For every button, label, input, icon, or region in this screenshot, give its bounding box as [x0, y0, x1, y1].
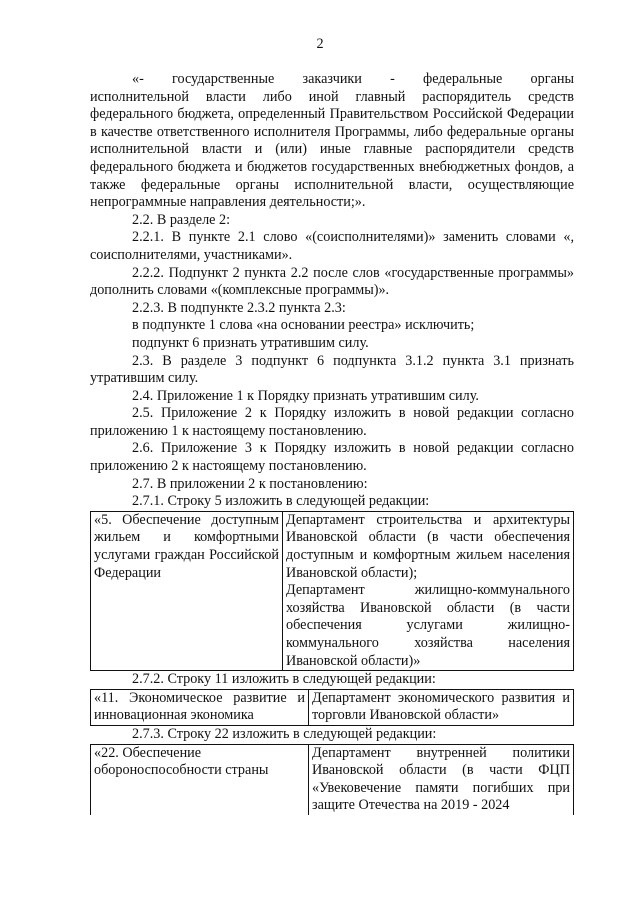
item-2-4: 2.4. Приложение 1 к Порядку признать утратившим силу.	[132, 387, 479, 404]
table-row	[91, 744, 574, 815]
table-row	[91, 689, 574, 725]
row22-program-name: «22. Обеспечение обороноспособности страны	[94, 744, 269, 779]
item-2-3: 2.3. В разделе 3 подпункт 6 подпункта 3.1.2 пункта 3.1 признать утратившим силу.	[90, 352, 574, 387]
item-2-7: 2.7. В приложении 2 к постановлению:	[132, 475, 368, 492]
row11-program-name: «11. Экономическое развитие и инновационная экономика	[94, 689, 305, 724]
item-2-6: 2.6. Приложение 3 к Порядку изложить в новой редакции согласно приложению 2 к настоящему постановлению.	[90, 440, 574, 475]
table-cell-executor	[283, 511, 574, 670]
item-2-2: 2.2. В разделе 2:	[132, 211, 231, 228]
item-2-7-1: 2.7.1. Строку 5 изложить в следующей редакции:	[132, 493, 430, 510]
table-row-5	[90, 511, 574, 671]
table-cell-program	[91, 744, 309, 815]
intro-paragraph-first-line: «- государственные заказчики - федеральные органы	[132, 71, 574, 87]
row5-executor-2: Департамент жилищно-коммунального хозяйства Ивановской области (в части обеспечения услугами жилищно-коммунального хозяйства населения Ивановской области)»	[286, 582, 570, 669]
table-cell-program	[91, 511, 283, 670]
row5-executor-1: Департамент строительства и архитектуры Ивановской области (в части обеспечения доступным и комфортным жильем населения Ивановской области);	[286, 511, 570, 581]
item-2-5: 2.5. Приложение 2 к Порядку изложить в новой редакции согласно приложению 1 к настоящему постановлению.	[90, 405, 574, 439]
table-cell-executor	[309, 744, 574, 815]
table-row	[91, 511, 574, 670]
table-row-11	[90, 689, 574, 726]
document-body	[90, 71, 574, 815]
table-cell-program	[91, 689, 309, 725]
intro-paragraph: исполнительной власти либо иной главный распорядитель средств федерального бюджета, определенный Правительством Российской Федерации в качестве ответственного исполнителя Программы, либо федеральные органы исполнительной власти и (или) иные главные распорядители средств федерального бюджета и бюджетов государственных внебюджетных фондов, а также федеральные органы исполнительной власти, осуществляющие непрограммные направления деятельности;».	[90, 88, 574, 211]
table-cell-executor	[309, 689, 574, 725]
page-number: 2	[316, 36, 324, 52]
row11-executor: Департамент экономического развития и торговли Ивановской области»	[312, 689, 570, 724]
item-2-2-1: 2.2.1. В пункте 2.1 слово «(соисполнителями)» заменить словами «, соисполнителями, участниками».	[90, 229, 574, 263]
item-subparagraph-1: в подпункте 1 слова «на основании реестра» исключить;	[132, 317, 475, 334]
row22-executor: Департамент внутренней политики Ивановской области (в части ФЦП «Увековечение памяти погибших при защите Отечества на 2019 - 2024	[312, 744, 570, 814]
item-2-7-3: 2.7.3. Строку 22 изложить в следующей редакции:	[132, 725, 437, 742]
item-subparagraph-6: подпункт 6 признать утратившим силу.	[132, 334, 369, 351]
page-bottom-margin	[0, 880, 640, 905]
row5-program-name: «5. Обеспечение доступным жильем и комфортными услугами граждан Российской Федерации	[94, 511, 279, 581]
item-2-7-2: 2.7.2. Строку 11 изложить в следующей редакции:	[132, 671, 436, 688]
item-2-2-3: 2.2.3. В подпункте 2.3.2 пункта 2.3:	[132, 299, 346, 316]
table-row-22	[90, 744, 574, 815]
item-2-2-2: 2.2.2. Подпункт 2 пункта 2.2 после слов «государственные программы» дополнить словами «(комплексные программы)».	[90, 264, 574, 299]
